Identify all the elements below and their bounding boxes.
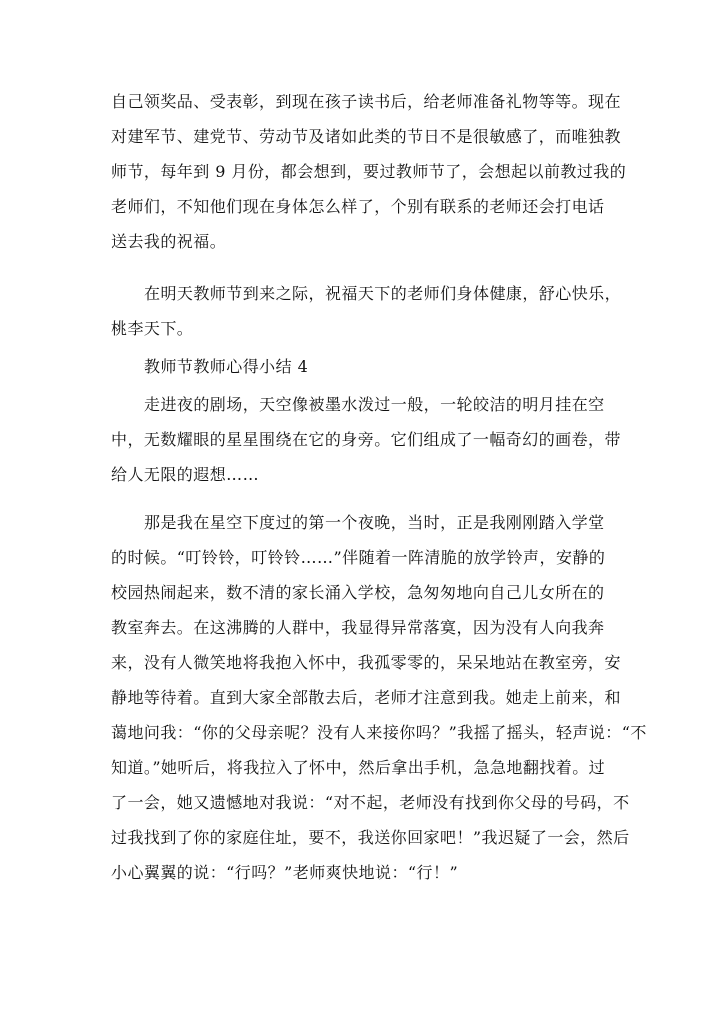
body-line: 了一会，她又遗憾地对我说：“对不起，老师没有找到你父母的号码，不 xyxy=(111,793,630,812)
body-line: 校园热闹起来，数不清的家长涌入学校，急匆匆地向自己儿女所在的 xyxy=(111,583,605,602)
body-line: 桃李天下。 xyxy=(111,319,194,338)
body-line: 来，没有人微笑地将我抱入怀中，我孤零零的，呆呆地站在教室旁，安 xyxy=(111,653,621,672)
body-line: 的时候。“叮铃铃，叮铃铃……”伴随着一阵清脆的放学铃声，安静的 xyxy=(111,548,606,567)
body-line: 师节，每年到 9 月份，都会想到，要过教师节了，会想起以前教过我的 xyxy=(111,162,627,181)
body-line: 在明天教师节到来之际，祝福天下的老师们身体健康，舒心快乐， xyxy=(144,284,622,303)
body-line: 走进夜的剧场，天空像被墨水泼过一般，一轮皎洁的明月挂在空 xyxy=(144,395,605,414)
body-line: 对建军节、建党节、劳动节及诸如此类的节日不是很敏感了，而唯独教 xyxy=(111,127,621,146)
body-line: 知道。”她听后，将我拉入了怀中，然后拿出手机，急急地翻找着。过 xyxy=(111,758,606,777)
body-line: 蔼地问我：“你的父母亲呢？没有人来接你吗？”我摇了摇头，轻声说：“不 xyxy=(111,723,647,742)
section-heading: 教师节教师心得小结 4 xyxy=(144,357,309,376)
body-line: 中，无数耀眼的星星围绕在它的身旁。它们组成了一幅奇幻的画卷，带 xyxy=(111,430,621,449)
body-line: 自己领奖品、受表彰，到现在孩子读书后，给老师准备礼物等等。现在 xyxy=(111,92,621,111)
body-line: 静地等待着。直到大家全部散去后，老师才注意到我。她走上前来，和 xyxy=(111,688,621,707)
body-line: 过我找到了你的家庭住址，要不，我送你回家吧！”我迟疑了一会，然后 xyxy=(111,828,630,847)
body-line: 小心翼翼的说：“行吗？”老师爽快地说：“行！” xyxy=(111,863,459,882)
body-line: 那是我在星空下度过的第一个夜晚，当时，正是我刚刚踏入学堂 xyxy=(144,513,605,532)
body-line: 教室奔去。在这沸腾的人群中，我显得异常落寞，因为没有人向我奔 xyxy=(111,618,605,637)
body-line: 老师们，不知他们现在身体怎么样了，个别有联系的老师还会打电话 xyxy=(111,197,605,216)
body-line: 送去我的祝福。 xyxy=(111,232,227,251)
body-line: 给人无限的遐想…… xyxy=(111,465,260,484)
